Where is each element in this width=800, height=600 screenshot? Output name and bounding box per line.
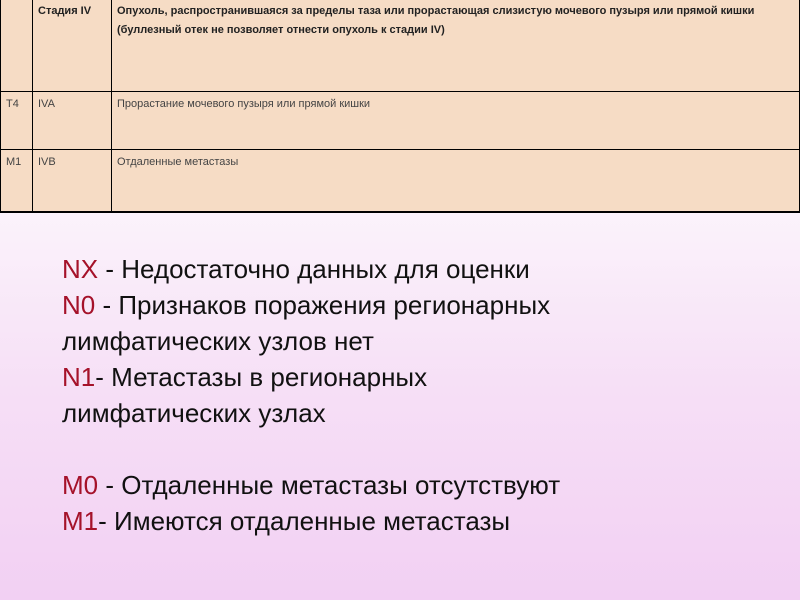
header-code-cell xyxy=(1,0,33,92)
table-row xyxy=(1,92,800,150)
note-code: N0 xyxy=(62,290,96,320)
table-header-row xyxy=(1,0,800,92)
header-description-cell: Опухоль, распространившаяся за пределы таза или прорастающая слизистую мочевого пузыря или прямой кишки (буллезный отек не позволяет отнести опухоль к стадии IV) xyxy=(112,0,800,92)
note-code: N1 xyxy=(62,362,96,392)
row-code-cell: M1 xyxy=(1,150,33,213)
note-line-m0 xyxy=(62,467,762,503)
note-line-n0-cont xyxy=(62,323,762,359)
row-description-cell: Отдаленные метастазы xyxy=(112,150,800,213)
note-code: M1 xyxy=(62,506,99,536)
note-line-m1 xyxy=(62,503,762,539)
notes-spacer xyxy=(62,431,762,467)
note-text: - Недостаточно данных для оценки xyxy=(98,254,530,284)
note-code: NX xyxy=(62,254,99,284)
note-text: - Признаков поражения регионарных xyxy=(95,290,551,320)
note-text: - Имеются отдаленные метастазы xyxy=(98,506,511,536)
row-code-cell: T4 xyxy=(1,92,33,150)
note-text: лимфатических узлах xyxy=(62,398,326,428)
note-line-n0 xyxy=(62,287,762,323)
table-row xyxy=(1,150,800,213)
note-line-n1-cont xyxy=(62,395,762,431)
row-description-cell: Прорастание мочевого пузыря или прямой кишки xyxy=(112,92,800,150)
row-stage-cell: IVB xyxy=(33,150,112,213)
note-code: M0 xyxy=(62,470,99,500)
header-stage-cell: Стадия IV xyxy=(33,0,112,92)
row-stage-cell: IVA xyxy=(33,92,112,150)
note-text: - Отдаленные метастазы отсутствуют xyxy=(98,470,561,500)
note-line-n1 xyxy=(62,359,762,395)
tnm-stage-table xyxy=(0,0,800,213)
note-text: - Метастазы в регионарных xyxy=(95,362,428,392)
note-text: лимфатических узлов нет xyxy=(62,326,374,356)
note-line-nx xyxy=(62,251,762,287)
tnm-notes xyxy=(62,251,762,539)
